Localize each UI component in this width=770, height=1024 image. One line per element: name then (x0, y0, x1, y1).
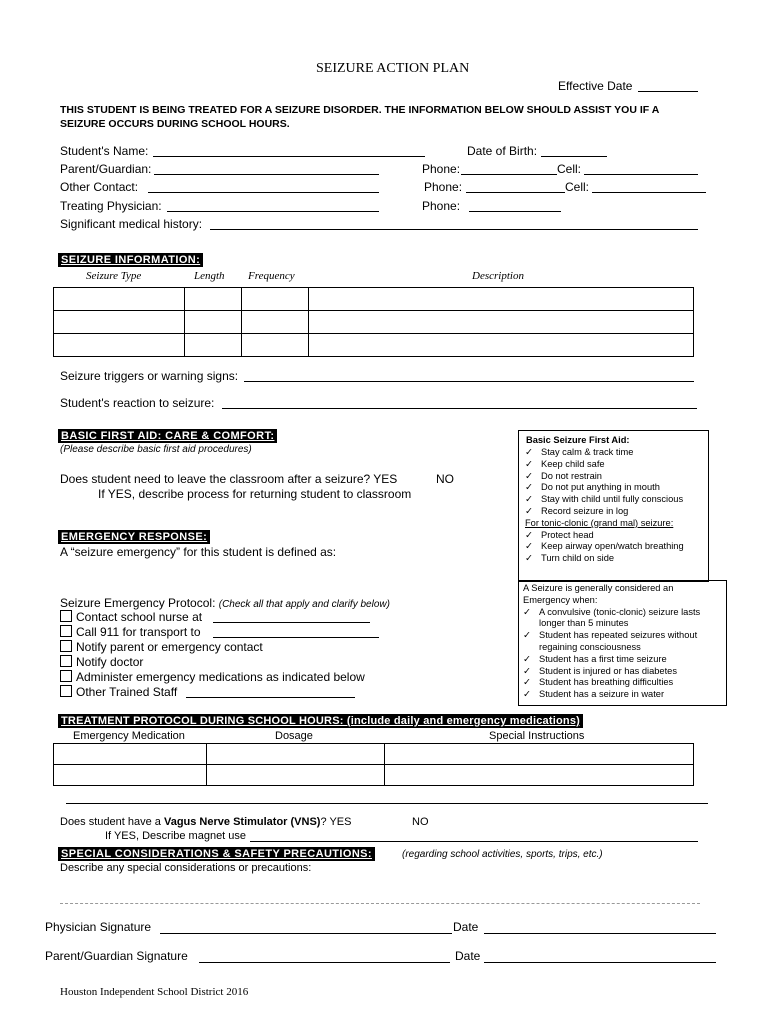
check-icon: ✓ (523, 630, 531, 641)
check-icon: ✓ (523, 606, 531, 617)
special-heading: SPECIAL CONSIDERATIONS & SAFETY PRECAUTIONS: (58, 847, 375, 861)
list-item (525, 553, 684, 565)
table-cell[interactable] (207, 744, 385, 765)
parent-date-label: Date (455, 949, 481, 963)
first-aid-box-list (525, 447, 684, 565)
table-cell[interactable] (242, 311, 309, 334)
table-cell[interactable] (309, 311, 694, 334)
list-item (525, 541, 684, 553)
table-cell[interactable] (385, 765, 694, 786)
check-icon: ✓ (523, 677, 531, 688)
check-icon: ✓ (525, 470, 533, 481)
col-length: Length (194, 270, 225, 282)
separator-line (66, 803, 708, 804)
history-field[interactable] (210, 229, 698, 230)
list-item-text: Student has repeated seizures without (539, 630, 698, 641)
checkbox[interactable] (60, 655, 72, 667)
seizure-info-table (53, 287, 694, 357)
check-icon: ✓ (525, 529, 533, 540)
list-item-text: Student has a first time seizure (539, 653, 667, 664)
cell1-field[interactable] (584, 174, 698, 175)
reaction-field[interactable] (222, 408, 697, 409)
effective-date-label: Effective Date (558, 79, 633, 93)
list-item-text: Turn child on side (541, 553, 615, 564)
list-item-text: Record seizure in log (541, 505, 629, 516)
checkbox[interactable] (60, 670, 72, 682)
treatment-heading: TREATMENT PROTOCOL DURING SCHOOL HOURS: (include daily and emergency medications) (58, 714, 583, 728)
protocol-label (60, 596, 390, 610)
phone3-field[interactable] (469, 211, 561, 212)
check-icon: ✓ (523, 665, 531, 676)
list-item-text: Do not put anything in mouth (541, 482, 660, 493)
list-item-text: Student has breathing difficulties (539, 677, 674, 688)
check-icon: ✓ (525, 541, 533, 552)
protocol-item-911[interactable] (60, 625, 201, 639)
list-item (525, 506, 684, 518)
table-cell[interactable] (242, 288, 309, 311)
list-item-text: Do not restrain (541, 470, 602, 481)
vns-question (60, 816, 351, 828)
list-item (523, 666, 700, 678)
other-contact-label: Other Contact: (60, 180, 139, 194)
vns-magnet-label: If YES, Describe magnet use (105, 830, 247, 842)
protocol-item-meds[interactable] (60, 670, 365, 684)
table-cell[interactable] (185, 334, 242, 357)
parent-signature-label: Parent/Guardian Signature (45, 949, 188, 963)
special-describe-label: Describe any special considerations or precautions: (60, 862, 312, 874)
emergency-definition: A “seizure emergency” for this student is defined as: (60, 545, 337, 559)
list-item-text: Student has a seizure in water (539, 689, 665, 700)
protocol-item-staff[interactable] (60, 685, 177, 699)
table-cell[interactable] (242, 334, 309, 357)
check-icon: ✓ (525, 458, 533, 469)
table-cell[interactable] (385, 744, 694, 765)
dob-label: Date of Birth: (467, 144, 538, 158)
nurse-field[interactable] (213, 622, 370, 623)
vns-bold: Vagus Nerve Stimulator (VNS) (163, 816, 321, 828)
physician-date-field[interactable] (484, 933, 716, 934)
table-cell[interactable] (309, 288, 694, 311)
phone2-label: Phone: (424, 180, 463, 194)
parent-signature-field[interactable] (199, 962, 450, 963)
student-name-label: Student's Name: (60, 144, 149, 158)
list-item-text: Keep airway open/watch breathing (541, 541, 684, 552)
protocol-note: (Check all that apply and clarify below) (218, 599, 390, 610)
check-icon: ✓ (525, 447, 533, 457)
col-dosage: Dosage (275, 730, 313, 742)
phone3-label: Phone: (422, 199, 461, 213)
checkbox[interactable] (60, 640, 72, 652)
list-item-text: Stay with child until fully conscious (541, 494, 684, 505)
emergency-heading: EMERGENCY RESPONSE: (58, 530, 210, 544)
list-item (525, 447, 684, 459)
table-cell[interactable] (54, 288, 185, 311)
col-emergency-medication: Emergency Medication (73, 730, 185, 742)
intro-line-1: THIS STUDENT IS BEING TREATED FOR A SEIZURE DISORDER. THE INFORMATION BELOW SHOULD ASSIST YOU IF A (60, 104, 660, 116)
table-cell[interactable] (185, 288, 242, 311)
phone1-label: Phone: (422, 162, 461, 176)
phone2-field[interactable] (466, 192, 565, 193)
vns-magnet-field[interactable] (250, 841, 698, 842)
triggers-label: Seizure triggers or warning signs: (60, 369, 239, 383)
protocol-item-label: Contact school nurse at (76, 610, 203, 624)
history-label: Significant medical history: (60, 217, 203, 231)
table-row (54, 744, 694, 765)
table-cell[interactable] (54, 765, 207, 786)
page-title: SEIZURE ACTION PLAN (316, 61, 470, 76)
criteria-intro: A Seizure is generally considered an (523, 583, 674, 593)
emergency-criteria-box (518, 580, 727, 706)
list-item (525, 471, 684, 483)
list-item-text: Protect head (541, 529, 594, 540)
cell2-label: Cell: (565, 180, 590, 194)
intro-line-2: SEIZURE OCCURS DURING SCHOOL HOURS. (60, 118, 290, 130)
check-icon: ✓ (525, 494, 533, 505)
protocol-item-label: Notify doctor (76, 655, 144, 669)
first-aid-heading: BASIC FIRST AID: CARE & COMFORT: (58, 429, 277, 443)
checkbox[interactable] (60, 610, 72, 622)
footer: Houston Independent School District 2016 (60, 986, 249, 998)
physician-label: Treating Physician: (60, 199, 162, 213)
physician-field[interactable] (167, 211, 379, 212)
list-item-text: Stay calm & track time (541, 447, 634, 457)
col-seizure-type: Seizure Type (86, 270, 142, 282)
special-note: (regarding school activities, sports, trips, etc.) (402, 849, 603, 860)
col-description: Description (472, 270, 524, 282)
check-icon: ✓ (525, 482, 533, 493)
seizure-info-heading: SEIZURE INFORMATION: (58, 253, 203, 267)
reaction-label: Student's reaction to seizure: (60, 396, 215, 410)
col-special-instructions: Special Instructions (489, 730, 585, 742)
protocol-item-nurse[interactable] (60, 610, 202, 624)
first-aid-box-title: Basic Seizure First Aid: (526, 435, 630, 445)
table-cell[interactable] (185, 311, 242, 334)
check-icon: ✓ (525, 505, 533, 516)
student-name-field[interactable] (153, 156, 425, 157)
table-cell[interactable] (207, 765, 385, 786)
table-cell[interactable] (54, 744, 207, 765)
parent-date-field[interactable] (484, 962, 716, 963)
special-field[interactable] (60, 903, 700, 904)
emergency-criteria-list (523, 583, 700, 701)
checkbox[interactable] (60, 625, 72, 637)
list-item (525, 482, 684, 494)
table-row (54, 765, 694, 786)
leave-classroom-no[interactable]: NO (436, 472, 454, 486)
protocol-item-label: Administer emergency medications as indicated below (76, 670, 365, 684)
list-item (523, 607, 700, 619)
other-contact-field[interactable] (148, 192, 379, 193)
staff-field[interactable] (186, 697, 355, 698)
list-item-text: regaining consciousness (539, 641, 641, 652)
table-row (54, 334, 694, 357)
dob-field[interactable] (541, 156, 607, 157)
first-aid-note: (Please describe basic first aid procedures) (60, 444, 252, 455)
protocol-item-parent[interactable] (60, 640, 263, 654)
table-cell[interactable] (309, 334, 694, 357)
list-item (523, 630, 700, 642)
phone1-field[interactable] (461, 174, 557, 175)
check-icon: ✓ (523, 653, 531, 664)
cell2-field[interactable] (592, 192, 706, 193)
vns-no[interactable]: NO (412, 816, 429, 828)
list-item (525, 459, 684, 471)
vns-suffix: ? YES (320, 816, 352, 828)
checkbox[interactable] (60, 685, 72, 697)
list-item-text: longer than 5 minutes (539, 618, 629, 629)
check-icon: ✓ (525, 553, 533, 564)
protocol-item-label: Call 911 for transport to (76, 625, 201, 639)
effective-date-field[interactable] (638, 91, 698, 92)
list-item (523, 654, 700, 666)
list-item (523, 677, 700, 689)
leave-classroom-question: Does student need to leave the classroom after a seizure? YES (60, 472, 398, 486)
table-row (54, 311, 694, 334)
parent-label: Parent/Guardian: (60, 162, 152, 176)
list-item (523, 689, 700, 701)
treatment-table (53, 743, 694, 786)
cell1-label: Cell: (557, 162, 582, 176)
list-item-text: Student is injured or has diabetes (539, 665, 677, 676)
list-item (525, 530, 684, 542)
transport-field[interactable] (213, 637, 379, 638)
physician-date-label: Date (453, 920, 479, 934)
protocol-label-text: Seizure Emergency Protocol: (60, 596, 219, 610)
first-aid-box-subtitle: For tonic-clonic (grand mal) seizure: (525, 517, 674, 528)
parent-field[interactable] (154, 174, 379, 175)
col-frequency: Frequency (248, 270, 295, 282)
protocol-item-label: Notify parent or emergency contact (76, 640, 263, 654)
vns-prefix: Does student have a (60, 816, 164, 828)
first-aid-box (518, 430, 709, 582)
list-item-text: Keep child safe (541, 458, 605, 469)
physician-signature-label: Physician Signature (45, 920, 152, 934)
list-item-text: A convulsive (tonic-clonic) seizure lasts (539, 606, 701, 617)
protocol-item-label: Other Trained Staff (76, 685, 178, 699)
table-cell[interactable] (54, 334, 185, 357)
return-process-label: If YES, describe process for returning student to classroom (98, 487, 412, 501)
protocol-item-doctor[interactable] (60, 655, 143, 669)
table-row (54, 288, 694, 311)
physician-signature-field[interactable] (160, 933, 452, 934)
criteria-intro: Emergency when: (523, 594, 598, 605)
table-cell[interactable] (54, 311, 185, 334)
check-icon: ✓ (523, 689, 531, 700)
list-item (525, 494, 684, 506)
triggers-field[interactable] (244, 381, 694, 382)
